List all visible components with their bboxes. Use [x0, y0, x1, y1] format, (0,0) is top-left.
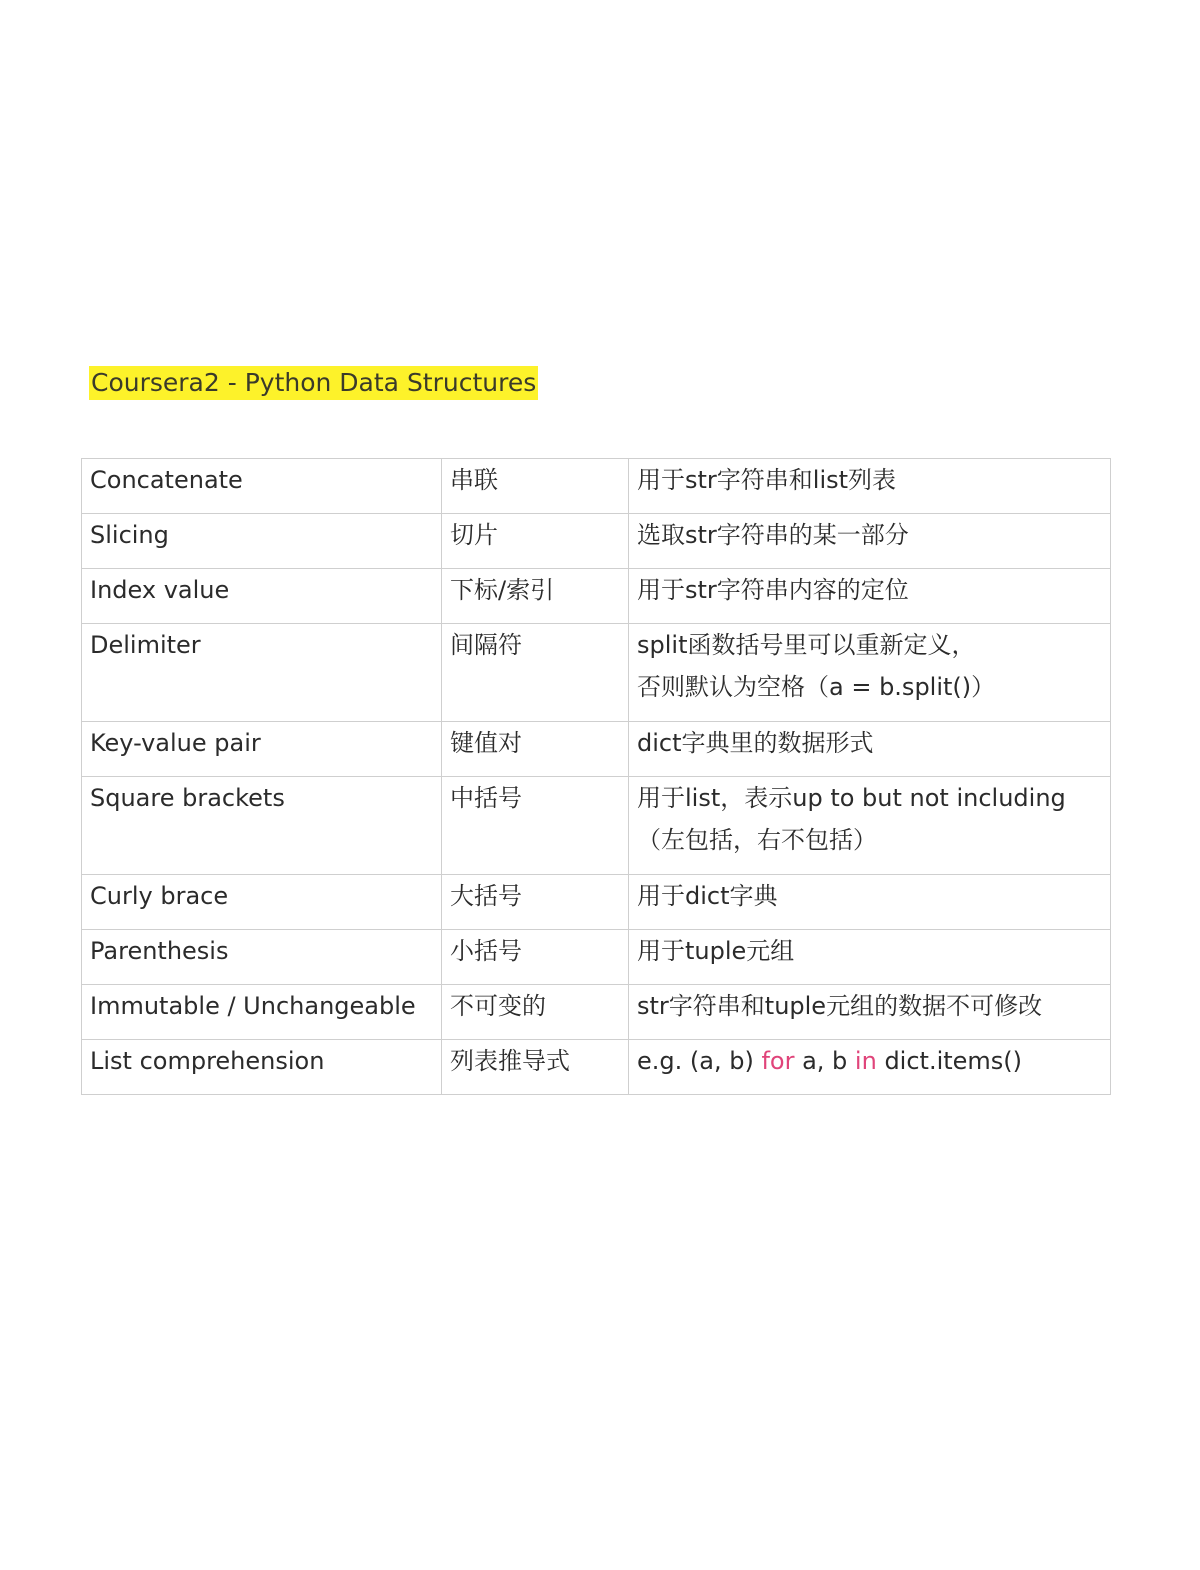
chinese-term-cell: 串联	[442, 459, 629, 514]
description-line: 用于list，表示up to but not including	[637, 784, 1066, 812]
chinese-term-cell: 中括号	[442, 777, 629, 875]
description-cell: 用于str字符串内容的定位	[629, 569, 1111, 624]
chinese-term-cell: 小括号	[442, 930, 629, 985]
term-cell: Index value	[82, 569, 442, 624]
table-row	[82, 930, 1111, 985]
term-cell: Square brackets	[82, 777, 442, 875]
chinese-term-cell: 下标/索引	[442, 569, 629, 624]
description-cell	[629, 777, 1111, 875]
chinese-term-cell: 键值对	[442, 722, 629, 777]
description-cell: str字符串和tuple元组的数据不可修改	[629, 985, 1111, 1040]
keyword-in: in	[854, 1047, 877, 1075]
table-row	[82, 1040, 1111, 1095]
page-title: Coursera2 - Python Data Structures	[89, 366, 538, 400]
description-cell: 用于str字符串和list列表	[629, 459, 1111, 514]
term-cell: Curly brace	[82, 875, 442, 930]
term-cell: Immutable / Unchangeable	[82, 985, 442, 1040]
table-row	[82, 569, 1111, 624]
description-cell: 用于tuple元组	[629, 930, 1111, 985]
term-cell: Key-value pair	[82, 722, 442, 777]
term-cell: Slicing	[82, 514, 442, 569]
description-line: （左包括，右不包括）	[637, 826, 877, 854]
chinese-term-cell: 不可变的	[442, 985, 629, 1040]
code-text: e.g. (a, b)	[637, 1047, 762, 1075]
description-line: split函数括号里可以重新定义，	[637, 631, 976, 659]
table-row	[82, 514, 1111, 569]
description-cell: 用于dict字典	[629, 875, 1111, 930]
chinese-term-cell: 大括号	[442, 875, 629, 930]
term-cell: Concatenate	[82, 459, 442, 514]
table-row	[82, 722, 1111, 777]
description-cell	[629, 624, 1111, 722]
table-row	[82, 459, 1111, 514]
description-cell: dict字典里的数据形式	[629, 722, 1111, 777]
code-text: dict.items()	[876, 1047, 1023, 1075]
chinese-term-cell: 切片	[442, 514, 629, 569]
term-cell: Delimiter	[82, 624, 442, 722]
glossary-table	[81, 458, 1111, 1095]
table-row	[82, 777, 1111, 875]
table-row	[82, 875, 1111, 930]
keyword-for: for	[761, 1047, 795, 1075]
chinese-term-cell: 列表推导式	[442, 1040, 629, 1095]
description-cell: 选取str字符串的某一部分	[629, 514, 1111, 569]
table-row	[82, 624, 1111, 722]
table-row	[82, 985, 1111, 1040]
code-text: a, b	[794, 1047, 855, 1075]
chinese-term-cell: 间隔符	[442, 624, 629, 722]
term-cell: Parenthesis	[82, 930, 442, 985]
description-line: 否则默认为空格（a = b.split()）	[637, 673, 996, 701]
description-code-cell	[629, 1040, 1111, 1095]
term-cell: List comprehension	[82, 1040, 442, 1095]
